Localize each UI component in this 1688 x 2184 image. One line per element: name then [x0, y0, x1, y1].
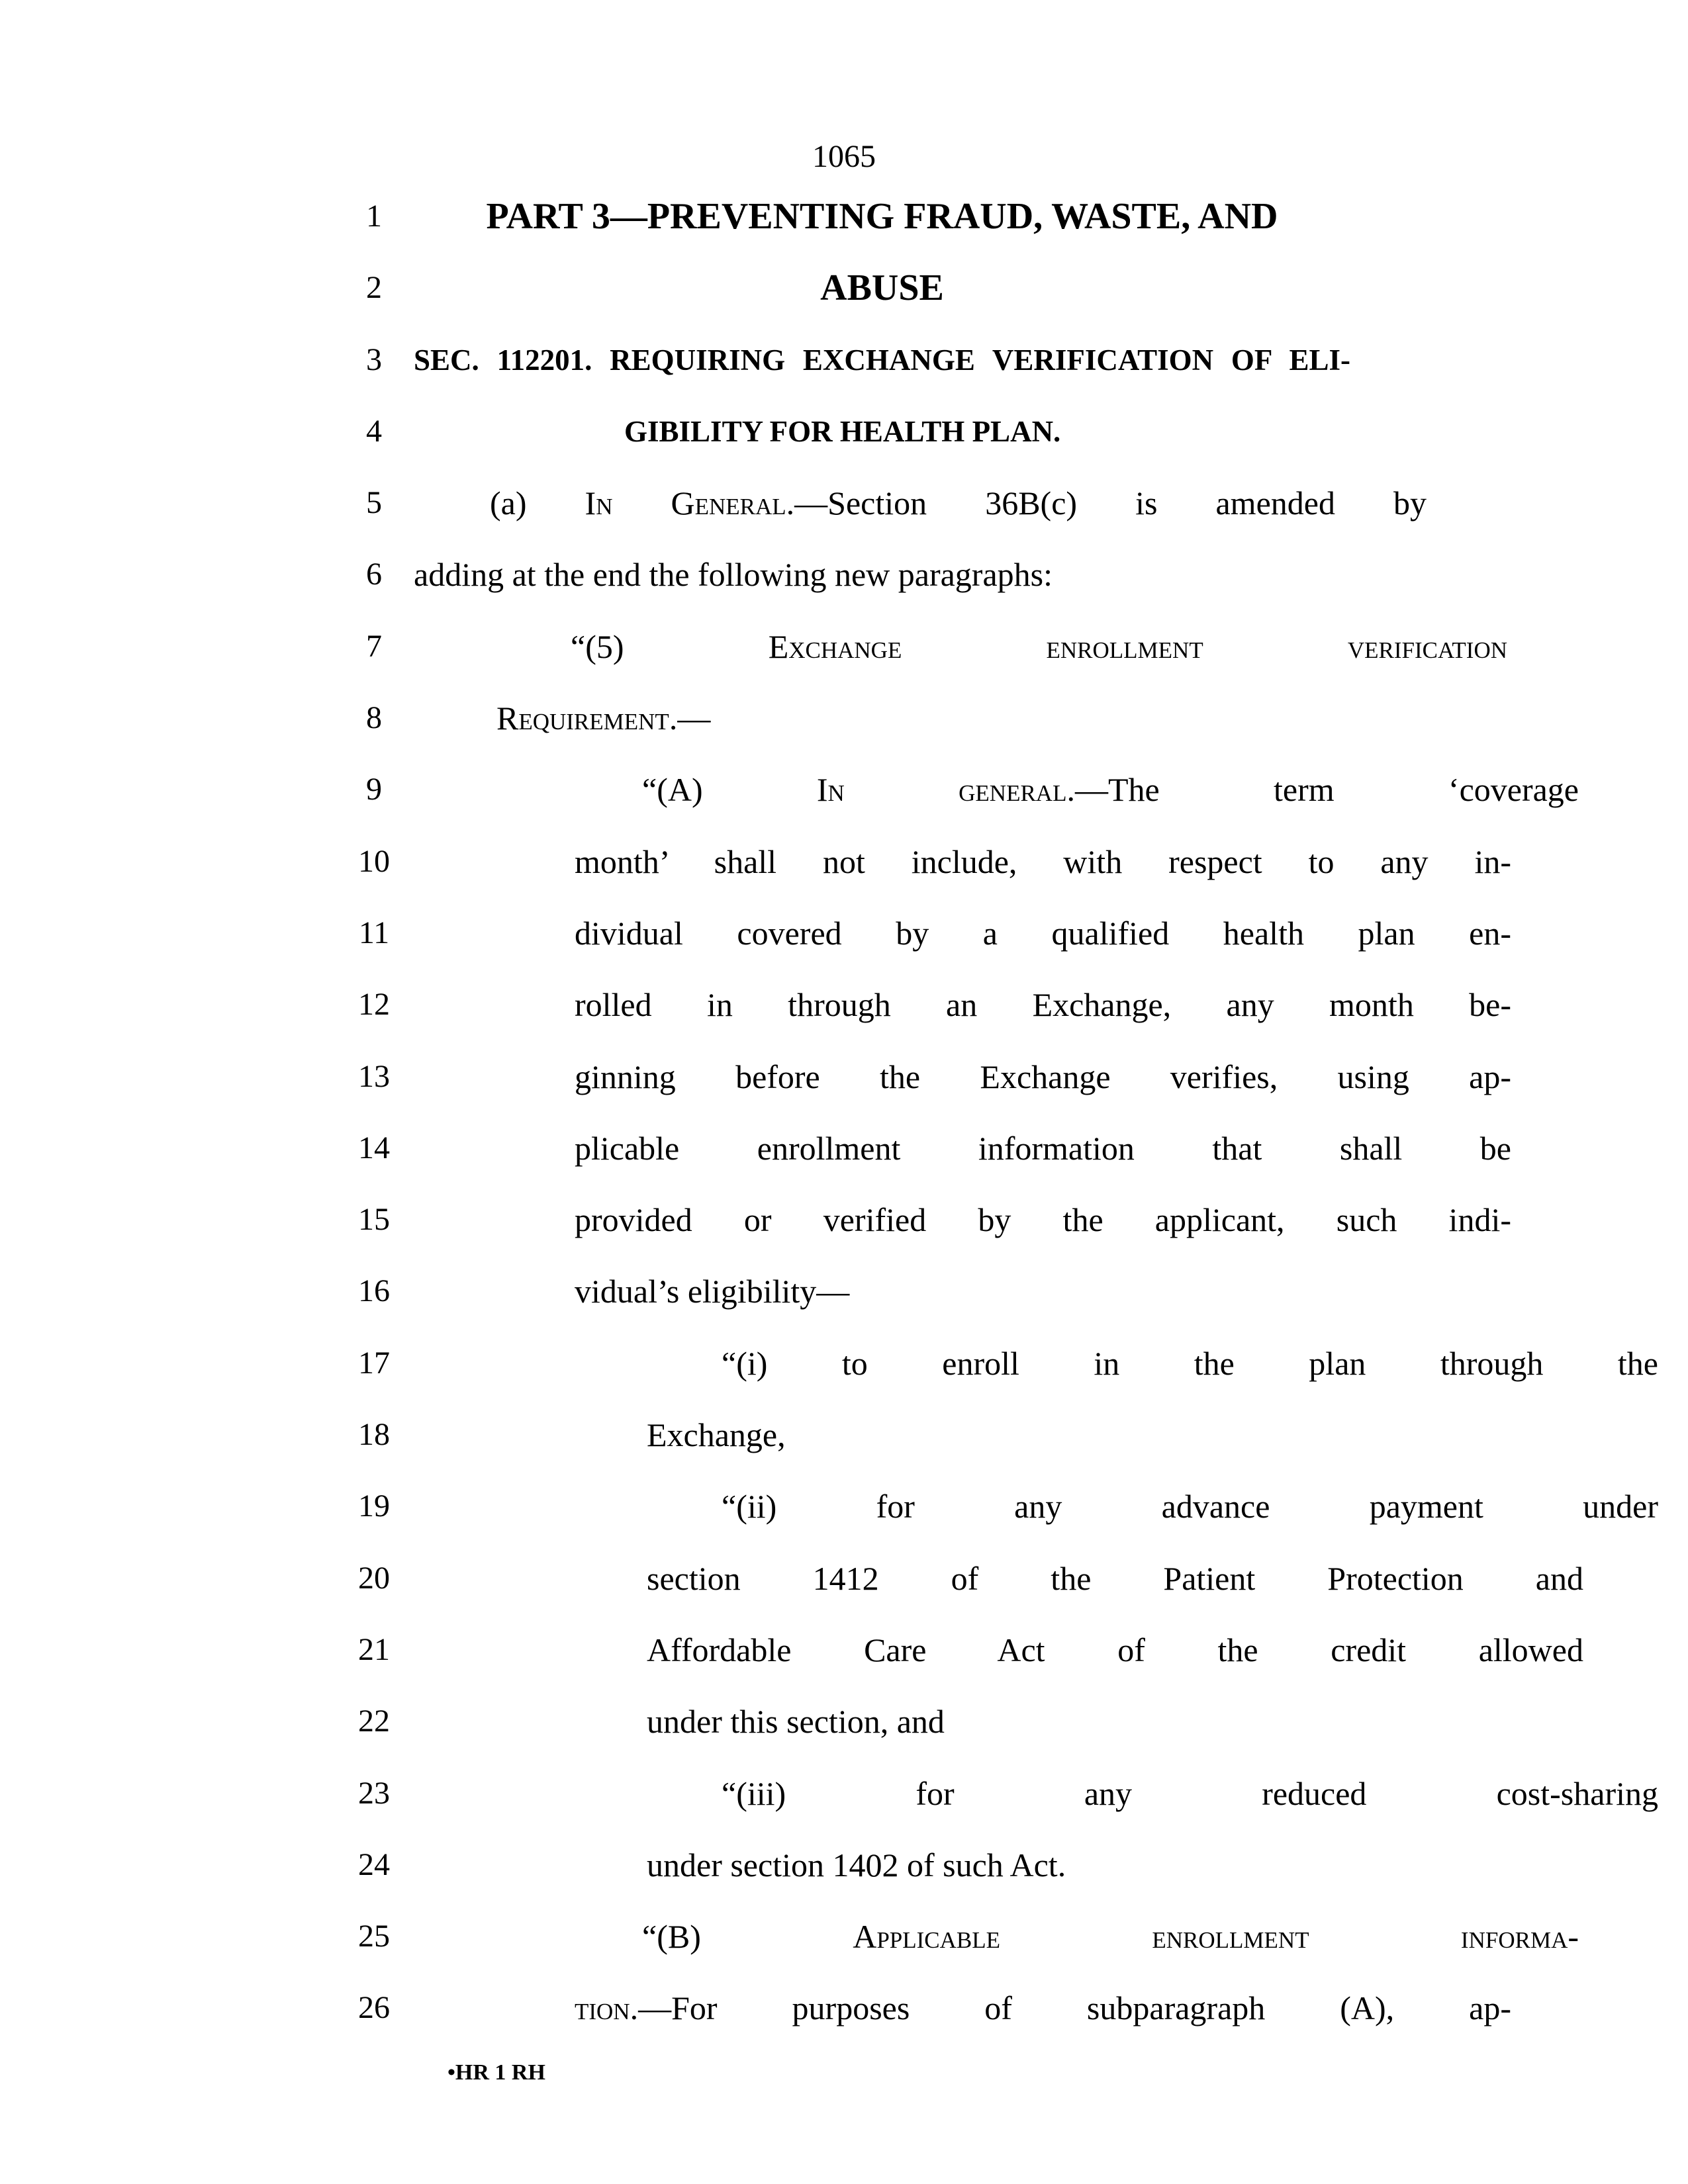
bill-line	[0, 682, 1688, 754]
line-number: 20	[358, 1560, 390, 1596]
text-segment: ABUSE	[820, 267, 944, 309]
text-segment: plicable enrollment information that shall be	[575, 1129, 1511, 1167]
bill-line	[0, 1399, 1688, 1471]
line-text	[414, 396, 1561, 467]
line-number: 11	[358, 915, 390, 950]
text-segment: (a)	[490, 484, 585, 522]
bill-line	[0, 1901, 1688, 1972]
line-text	[414, 611, 1507, 682]
line-text	[414, 1255, 1511, 1327]
line-text	[414, 826, 1511, 897]
bill-line	[0, 826, 1688, 897]
text-segment: .—Section 36B(c) is amended by	[786, 484, 1427, 522]
bill-line	[0, 1255, 1688, 1327]
line-number: 21	[358, 1631, 390, 1667]
small-caps-segment: Requirement	[496, 700, 669, 737]
bill-line	[0, 1184, 1688, 1255]
line-number: 23	[358, 1775, 390, 1811]
line-number: 22	[358, 1704, 390, 1739]
text-segment: .—The term ‘coverage	[1066, 771, 1579, 809]
line-text	[414, 1471, 1658, 1542]
small-caps-segment: In general	[816, 771, 1067, 809]
line-text	[414, 969, 1511, 1040]
bill-line	[0, 539, 1688, 610]
line-text	[414, 1901, 1579, 1972]
line-text	[414, 181, 1350, 252]
text-segment: SEC. 112201. REQUIRING EXCHANGE VERIFICATION OF ELI-	[414, 343, 1350, 377]
line-text	[414, 1184, 1511, 1255]
text-segment: “(A)	[642, 771, 817, 809]
bill-line	[0, 467, 1688, 539]
line-number: 2	[366, 270, 382, 306]
line-text	[414, 539, 1350, 610]
text-segment: PART 3—PREVENTING FRAUD, WASTE, AND	[486, 196, 1278, 237]
bill-line	[0, 611, 1688, 682]
text-segment: rolled in through an Exchange, any month be-	[575, 986, 1511, 1024]
line-text	[414, 897, 1511, 969]
line-text	[414, 1972, 1511, 2044]
line-number: 13	[358, 1058, 390, 1094]
text-segment: Exchange,	[647, 1416, 786, 1454]
bill-line	[0, 1829, 1688, 1901]
docket-footer: •HR 1 RH	[447, 2060, 545, 2085]
bill-line	[0, 897, 1688, 969]
bill-line	[0, 1758, 1688, 1829]
line-text	[414, 324, 1350, 396]
line-number: 10	[358, 843, 390, 879]
line-text	[414, 1686, 1583, 1757]
text-segment: adding at the end the following new paragraphs:	[414, 556, 1053, 594]
text-segment: “(i) to enroll in the plan through the	[722, 1344, 1658, 1382]
text-segment: vidual’s eligibility—	[575, 1273, 850, 1310]
line-number: 1	[366, 199, 382, 234]
line-text	[414, 1328, 1658, 1399]
line-number: 3	[366, 341, 382, 377]
text-segment: “(5)	[571, 627, 769, 665]
bill-line	[0, 1686, 1688, 1757]
line-text	[414, 252, 1350, 324]
line-number: 6	[366, 557, 382, 592]
text-segment: “(ii) for any advance payment under	[722, 1488, 1658, 1525]
small-caps-segment: Exchange enrollment verification	[768, 627, 1507, 665]
line-text	[414, 467, 1427, 539]
text-segment: Affordable Care Act of the credit allowed	[647, 1631, 1583, 1668]
line-text	[414, 1041, 1511, 1113]
line-number: 25	[358, 1919, 390, 1954]
bill-line	[0, 1543, 1688, 1614]
text-segment: “(iii) for any reduced cost-sharing	[722, 1774, 1658, 1812]
bill-line	[0, 1328, 1688, 1399]
bill-line	[0, 181, 1688, 252]
line-number: 19	[358, 1488, 390, 1524]
bill-line	[0, 1614, 1688, 1686]
line-number: 12	[358, 987, 390, 1023]
line-number: 24	[358, 1846, 390, 1882]
line-text	[414, 1399, 1583, 1471]
line-text	[414, 754, 1579, 825]
bill-line	[0, 1972, 1688, 2044]
text-segment: “(B)	[642, 1918, 853, 1956]
line-text	[414, 1543, 1583, 1614]
bill-line	[0, 1471, 1688, 1542]
text-segment: .—	[669, 700, 711, 737]
page-number: 1065	[812, 139, 876, 174]
bill-line	[0, 754, 1688, 825]
small-caps-segment: Applicable enrollment informa-	[853, 1918, 1579, 1956]
bill-line	[0, 252, 1688, 324]
bill-line	[0, 1113, 1688, 1184]
line-number: 7	[366, 628, 382, 664]
line-text	[414, 1829, 1583, 1901]
bill-line	[0, 396, 1688, 467]
line-number: 8	[366, 700, 382, 736]
text-segment: GIBILITY FOR HEALTH PLAN.	[624, 414, 1061, 448]
small-caps-segment: tion	[575, 1989, 630, 2027]
text-segment: month’ shall not include, with respect to any in-	[575, 842, 1511, 880]
line-number: 14	[358, 1130, 390, 1165]
text-segment: .—For purposes of subparagraph (A), ap-	[630, 1989, 1511, 2027]
text-segment: under section 1402 of such Act.	[647, 1846, 1066, 1884]
line-number: 18	[358, 1417, 390, 1453]
text-segment: under this section, and	[647, 1703, 945, 1741]
line-number: 15	[358, 1202, 390, 1238]
bill-line	[0, 324, 1688, 396]
text-segment: section 1412 of the Patient Protection and	[647, 1559, 1583, 1597]
line-text	[414, 682, 1433, 754]
line-number: 26	[358, 1990, 390, 2026]
line-text	[414, 1614, 1583, 1686]
line-text	[414, 1758, 1658, 1829]
text-segment: provided or verified by the applicant, such indi-	[575, 1201, 1511, 1239]
line-number: 5	[366, 485, 382, 521]
bill-lines	[0, 181, 1688, 2044]
text-segment: dividual covered by a qualified health plan en-	[575, 914, 1511, 952]
line-number: 9	[366, 772, 382, 807]
bill-line	[0, 969, 1688, 1040]
bill-line	[0, 1041, 1688, 1113]
line-number: 4	[366, 413, 382, 449]
line-text	[414, 1113, 1511, 1184]
line-number: 16	[358, 1273, 390, 1309]
line-number: 17	[358, 1345, 390, 1381]
small-caps-segment: In General	[585, 484, 786, 522]
text-segment: ginning before the Exchange verifies, using ap-	[575, 1058, 1511, 1095]
